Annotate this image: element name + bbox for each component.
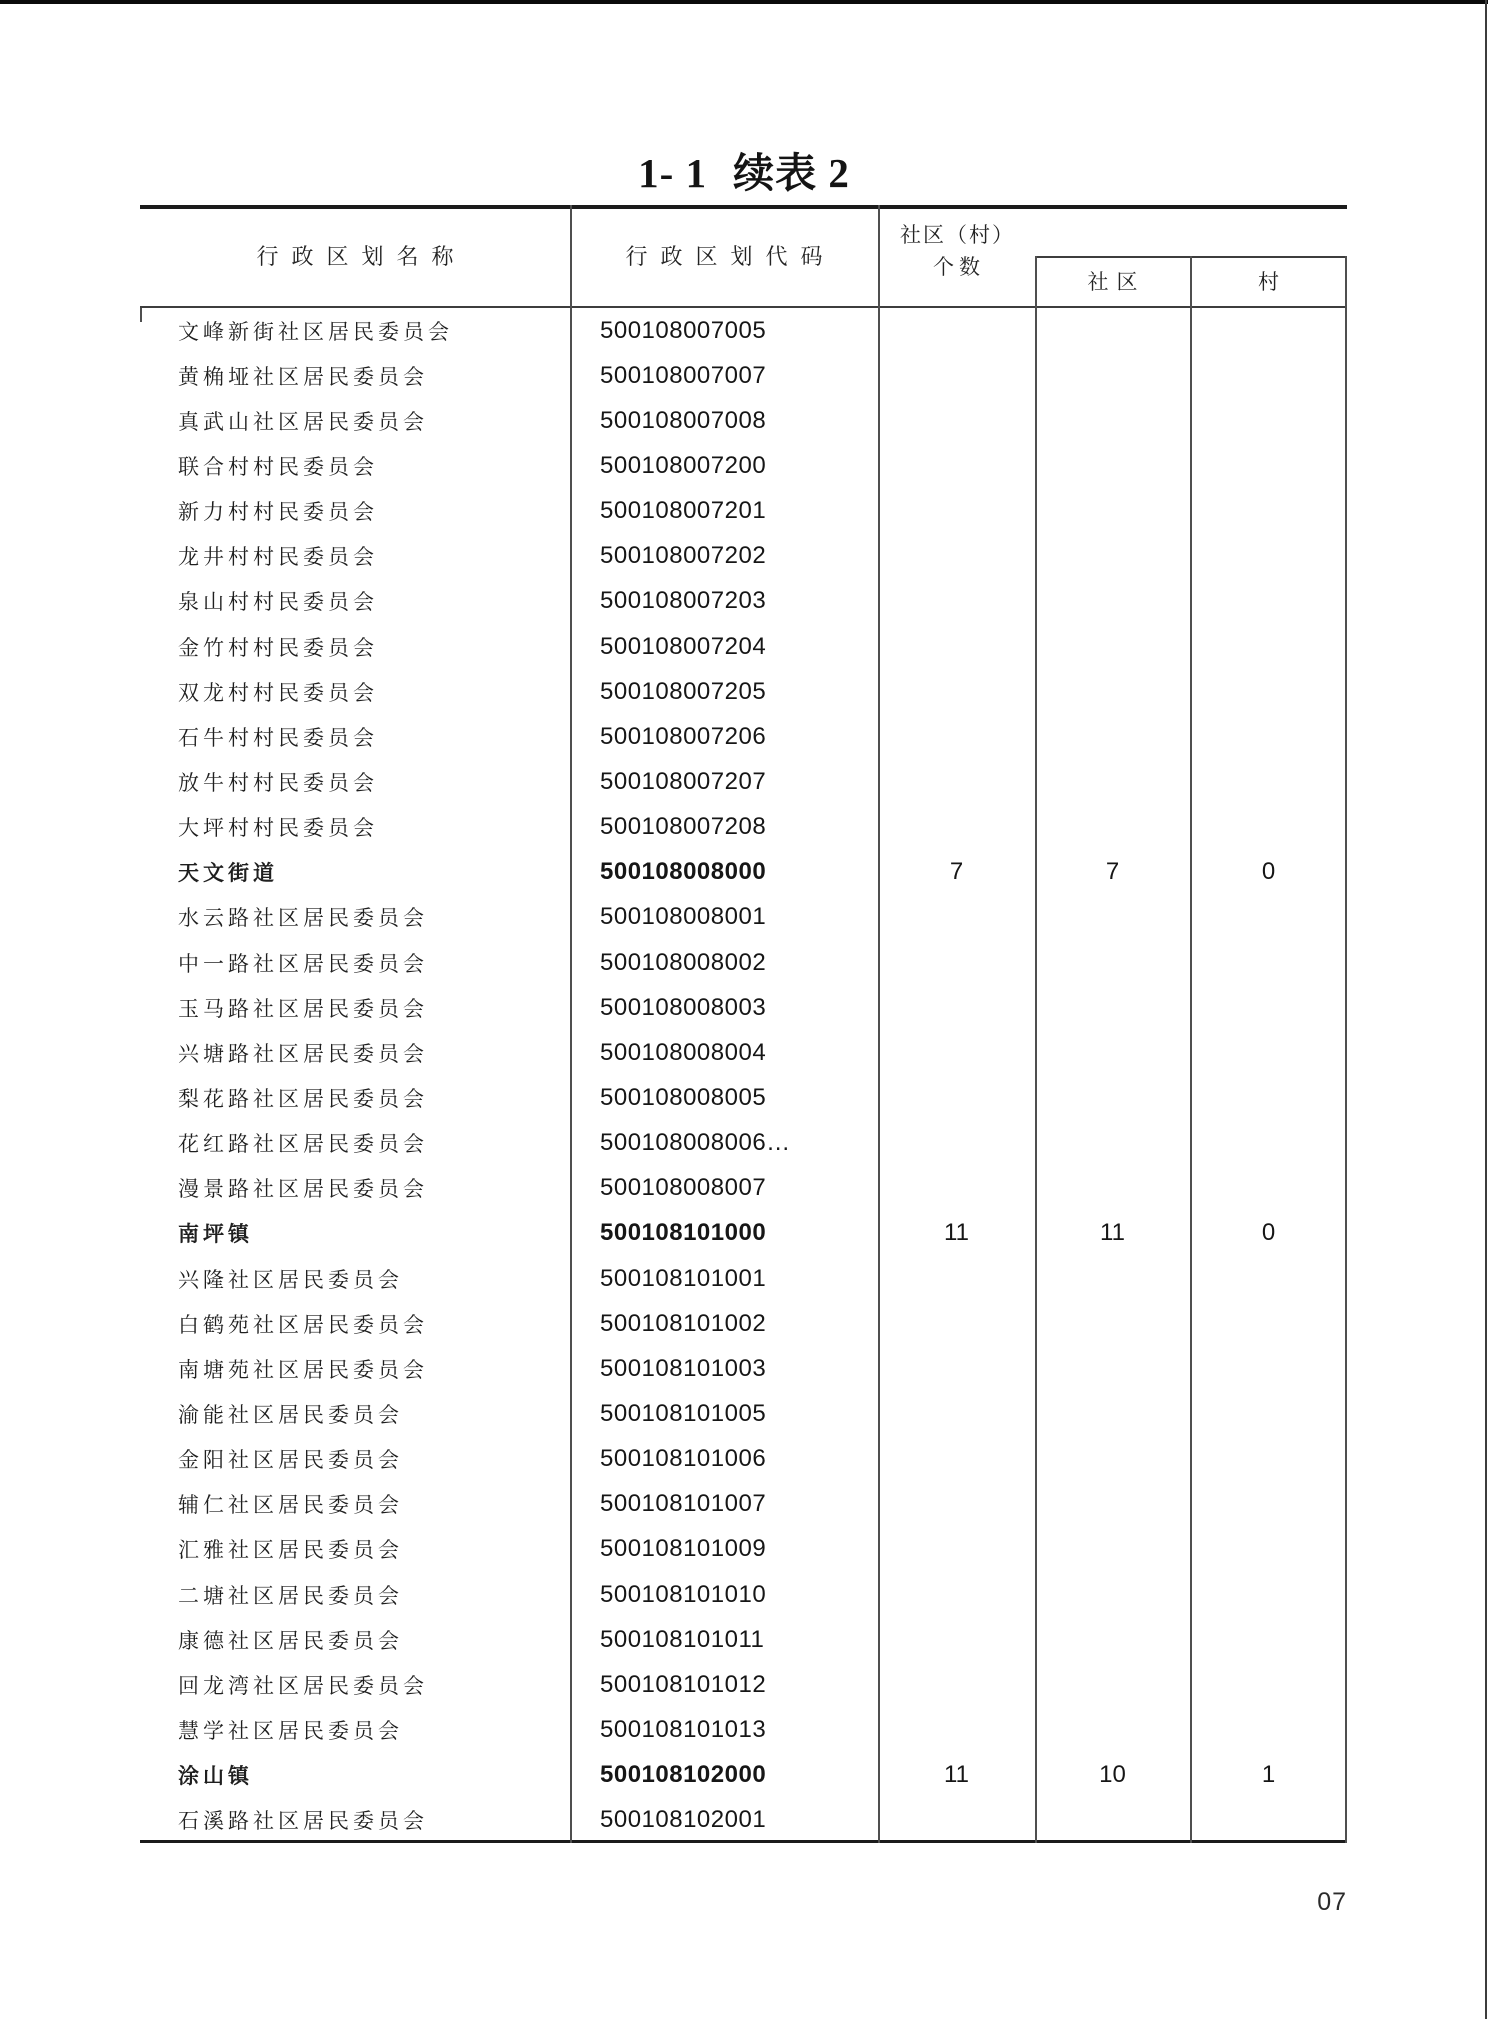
row-code: 500108101013 xyxy=(600,1715,767,1743)
table-number: 1- 1 xyxy=(638,150,708,196)
row-name: 天文街道 xyxy=(178,861,278,886)
table-row xyxy=(140,398,1347,443)
row-name: 南坪镇 xyxy=(178,1222,253,1247)
row-name: 大坪村村民委员会 xyxy=(178,816,378,841)
row-name: 康德社区居民委员会 xyxy=(178,1628,403,1653)
row-community-count: 10 xyxy=(1099,1761,1126,1789)
row-name: 金竹村村民委员会 xyxy=(178,635,378,660)
table-row xyxy=(140,443,1347,488)
table-row xyxy=(140,850,1347,895)
page-number: 07 xyxy=(1317,1888,1347,1916)
table-row xyxy=(140,895,1347,940)
table-row xyxy=(140,1437,1347,1482)
row-name: 联合村村民委员会 xyxy=(178,454,378,479)
row-code: 500108007005 xyxy=(600,316,767,344)
row-name: 慧学社区居民委员会 xyxy=(178,1718,403,1743)
row-name: 真武山社区居民委员会 xyxy=(178,409,428,434)
row-code: 500108008001 xyxy=(600,903,767,931)
table-row xyxy=(140,1075,1347,1120)
row-name: 白鹤苑社区居民委员会 xyxy=(178,1312,428,1337)
row-village-count: 0 xyxy=(1261,858,1276,886)
scan-edge-top xyxy=(0,0,1488,4)
row-code: 500108101001 xyxy=(600,1264,767,1292)
table-row xyxy=(140,805,1347,850)
column-header-count-group xyxy=(878,219,1035,293)
row-code: 500108007207 xyxy=(600,767,767,795)
page-title xyxy=(0,140,1488,199)
row-name: 兴隆社区居民委员会 xyxy=(178,1267,403,1292)
table-row xyxy=(140,759,1347,804)
row-name: 漫景路社区居民委员会 xyxy=(178,1177,428,1202)
row-total-count: 7 xyxy=(949,858,964,886)
row-name: 兴塘路社区居民委员会 xyxy=(178,1041,428,1066)
row-code: 500108008006… xyxy=(600,1129,791,1157)
table-row xyxy=(140,308,1347,353)
table-row xyxy=(140,1121,1347,1166)
table-row xyxy=(140,579,1347,624)
row-name: 二塘社区居民委员会 xyxy=(178,1583,403,1608)
table-row xyxy=(140,353,1347,398)
row-code: 500108007205 xyxy=(600,677,767,705)
row-name: 黄桷垭社区居民委员会 xyxy=(178,364,428,389)
row-code: 500108101012 xyxy=(600,1670,767,1698)
row-code: 500108007204 xyxy=(600,632,767,660)
table-row xyxy=(140,1707,1347,1752)
table-row xyxy=(140,714,1347,759)
row-code: 500108101010 xyxy=(600,1580,767,1608)
row-code: 500108007202 xyxy=(600,542,767,570)
table-row xyxy=(140,1211,1347,1256)
row-code: 500108101005 xyxy=(600,1399,767,1427)
row-total-count: 11 xyxy=(944,1761,969,1789)
column-header-community: 社区 xyxy=(1087,270,1146,294)
row-name: 渝能社区居民委员会 xyxy=(178,1402,403,1427)
row-name: 南塘苑社区居民委员会 xyxy=(178,1357,428,1382)
scan-edge-right xyxy=(1485,0,1487,2019)
row-code: 500108101006 xyxy=(600,1445,767,1473)
row-name: 新力村村民委员会 xyxy=(178,500,378,525)
row-code: 500108008004 xyxy=(600,1038,767,1066)
row-name: 泉山村村民委员会 xyxy=(178,590,378,615)
table-row xyxy=(140,1256,1347,1301)
row-name: 玉马路社区居民委员会 xyxy=(178,996,428,1021)
table-row xyxy=(140,1391,1347,1436)
row-code: 500108101003 xyxy=(600,1354,767,1382)
row-code: 500108007206 xyxy=(600,722,767,750)
table-row xyxy=(140,1030,1347,1075)
table-row xyxy=(140,1798,1347,1843)
row-village-count: 0 xyxy=(1261,1219,1276,1247)
row-name: 中一路社区居民委员会 xyxy=(178,951,428,976)
row-name: 文峰新街社区居民委员会 xyxy=(178,319,453,344)
table-row xyxy=(140,534,1347,579)
row-name: 涂山镇 xyxy=(178,1764,253,1789)
row-community-count: 11 xyxy=(1100,1219,1125,1247)
row-name: 汇雅社区居民委员会 xyxy=(178,1538,403,1563)
row-code: 500108007208 xyxy=(600,813,767,841)
table-row xyxy=(140,1482,1347,1527)
row-code: 500108007200 xyxy=(600,451,767,479)
table-row xyxy=(140,1662,1347,1707)
admin-divisions-table xyxy=(140,205,1347,1843)
row-code: 500108102001 xyxy=(600,1806,767,1834)
table-row xyxy=(140,1166,1347,1211)
column-header-name: 行政区划名称 xyxy=(256,244,467,269)
row-name: 放牛村村民委员会 xyxy=(178,770,378,795)
row-code: 500108101000 xyxy=(600,1219,767,1247)
table-row xyxy=(140,669,1347,714)
count-group-line2: 个数 xyxy=(933,255,985,279)
row-code: 500108008003 xyxy=(600,993,767,1021)
row-code: 500108008005 xyxy=(600,1083,767,1111)
row-total-count: 11 xyxy=(944,1219,969,1247)
row-code: 500108007201 xyxy=(600,497,767,525)
table-row xyxy=(140,985,1347,1030)
row-code: 500108101011 xyxy=(600,1625,765,1653)
row-code: 500108007008 xyxy=(600,406,767,434)
row-name: 花红路社区居民委员会 xyxy=(178,1132,428,1157)
count-group-line1: 社区（村） xyxy=(900,223,1015,247)
row-name: 回龙湾社区居民委员会 xyxy=(178,1673,428,1698)
row-name: 金阳社区居民委员会 xyxy=(178,1448,403,1473)
row-code: 500108007007 xyxy=(600,361,767,389)
table-row xyxy=(140,1572,1347,1617)
row-name: 辅仁社区居民委员会 xyxy=(178,1493,403,1518)
row-community-count: 7 xyxy=(1105,858,1120,886)
table-row xyxy=(140,1527,1347,1572)
row-village-count: 1 xyxy=(1261,1761,1276,1789)
table-row xyxy=(140,1346,1347,1391)
row-code: 500108008002 xyxy=(600,948,767,976)
row-name: 龙井村村民委员会 xyxy=(178,545,378,570)
table-row xyxy=(140,940,1347,985)
row-code: 500108007203 xyxy=(600,587,767,615)
row-name: 石溪路社区居民委员会 xyxy=(178,1809,428,1834)
row-name: 梨花路社区居民委员会 xyxy=(178,1086,428,1111)
row-code: 500108101002 xyxy=(600,1309,767,1337)
row-name: 石牛村村民委员会 xyxy=(178,725,378,750)
row-code: 500108008007 xyxy=(600,1174,767,1202)
table-row xyxy=(140,1617,1347,1662)
table-row xyxy=(140,1753,1347,1798)
table-row xyxy=(140,624,1347,669)
table-rows xyxy=(140,308,1347,1843)
table-title-text: 续表 2 xyxy=(733,150,850,196)
row-code: 500108008000 xyxy=(600,858,767,886)
row-name: 水云路社区居民委员会 xyxy=(178,906,428,931)
row-code: 500108101009 xyxy=(600,1535,767,1563)
column-header-code: 行政区划代码 xyxy=(625,244,836,269)
table-row xyxy=(140,489,1347,534)
column-header-village: 村 xyxy=(1258,270,1287,294)
row-code: 500108101007 xyxy=(600,1490,767,1518)
row-name: 双龙村村民委员会 xyxy=(178,680,378,705)
row-code: 500108102000 xyxy=(600,1761,767,1789)
table-row xyxy=(140,1301,1347,1346)
